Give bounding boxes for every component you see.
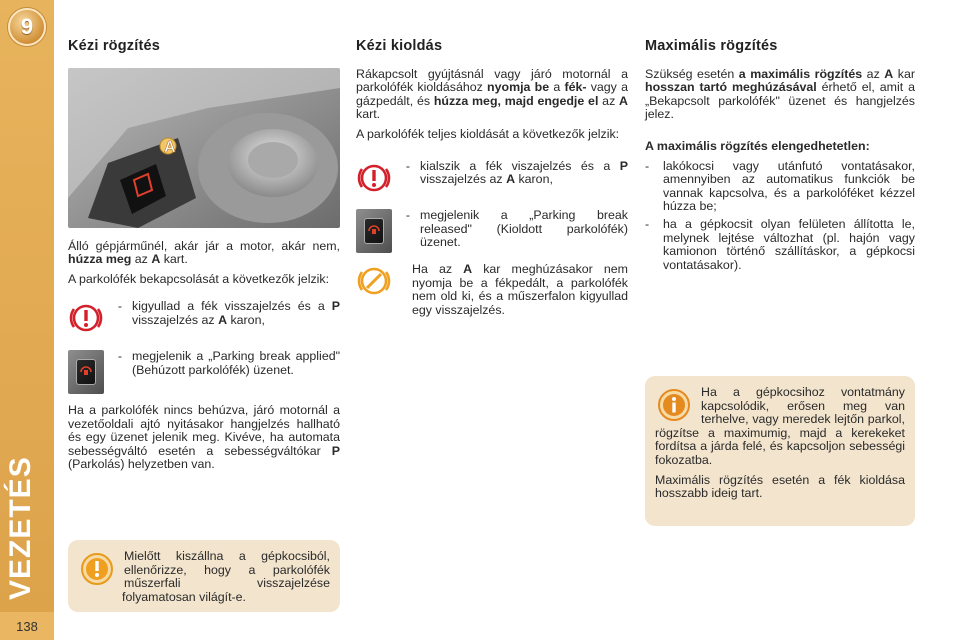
info-icon	[657, 388, 691, 422]
column-manual-release	[356, 40, 628, 328]
photo-label-a: A	[164, 138, 176, 156]
chapter-title: VEZETÉS	[4, 456, 37, 600]
paragraph: A parkolófék teljes kioldását a következők jelzik:	[356, 126, 620, 141]
note-info	[645, 376, 915, 526]
section-title-manual-apply: Kézi rögzítés	[68, 38, 161, 54]
page-number: 138	[0, 612, 54, 640]
note-text: Mielőtt kiszállna a gépkocsiból, ellenőrizze, hogy a parkolófék műszerfali visszajelzése folyamatosan világít-e.	[122, 549, 330, 604]
parking-button-icon	[356, 209, 392, 253]
list-item: - megjelenik a „Parking break released" (Kioldott parkolófék) üzenet.	[356, 209, 628, 253]
parking-button-icon	[68, 350, 104, 394]
list-item: - kigyullad a fék visszajelzés és a P visszajelzés az A karon,	[68, 300, 340, 340]
note-text: Ha a gépkocsihoz vontatmány kapcsolódik, erősen meg van terhelve, vagy meredek lejtőn parkol, rögzítse a maximumig, majd a kerekeket fordítsa a járda felé, és kapcsoljon sebességi fokozatba.	[655, 385, 905, 467]
section-title-maximum-apply: Maximális rögzítés	[645, 38, 778, 54]
chapter-number: 9	[20, 14, 34, 39]
section-title-manual-release: Kézi kioldás	[356, 38, 443, 54]
parking-brake-photo	[68, 68, 340, 228]
brake-fault-icon	[356, 263, 396, 303]
brake-warning-icon	[68, 300, 108, 340]
warning-icon	[80, 552, 114, 586]
list-item: - lakókocsi vagy utánfutó vontatásakor, amennyiben az automatikus funkciók be vannak kapcsolva, és a parkolóféket kézzel húzza be;	[645, 158, 915, 214]
column-manual-apply	[68, 40, 340, 478]
paragraph: Álló gépjárműnél, akár jár a motor, akár nem, húzza meg az A kart.	[68, 238, 340, 267]
list-item: - megjelenik a „Parking break applied" (Behúzott parkolófék) üzenet.	[68, 350, 340, 394]
paragraph: Rákapcsolt gyújtásnál vagy járó motornál a parkolófék kioldásához nyomja be a fék- vagy a gázpedált, és húzza meg, majd engedje el az A kart.	[356, 66, 628, 122]
note-text: Maximális rögzítés esetén a fék kioldása hosszabb ideig tart.	[655, 472, 905, 501]
paragraph: A parkolófék bekapcsolását a következők jelzik:	[68, 271, 330, 286]
brake-warning-icon	[356, 160, 396, 200]
note-warning	[68, 540, 340, 612]
column-maximum-apply	[645, 40, 915, 282]
paragraph: Ha a parkolófék nincs behúzva, járó motornál a vezetőoldali ajtó nyitásakor hangjelzés hallható és egy üzenet jelenik meg. Kivéve, ha automata sebességváltó esetén a sebességváltókar P (Parkolás) helyzetben van.	[68, 402, 340, 472]
list-item: Ha az A kar meghúzásakor nem nyomja be a fékpedált, a parkolófék nem old ki, és a műszerfalon kigyullad egy visszajelzés.	[356, 263, 628, 317]
subtitle: A maximális rögzítés elengedhetetlen:	[645, 138, 870, 153]
chapter-sidebar	[0, 0, 54, 640]
chapter-badge	[8, 8, 46, 46]
paragraph: Szükség esetén a maximális rögzítés az A kar hosszan tartó meghúzásával érhető el, amit a „Bekapcsolt parkolófék" üzenet és hangjelzés jelez.	[645, 66, 915, 122]
list-item: - kialszik a fék viszajelzés és a P visszajelzés az A karon,	[356, 160, 628, 200]
list-item: - ha a gépkocsit olyan felületen állította le, melynek lejtése változhat (pl. hajón vagy kamionon történő szállításkor, a gépkocsi vontatásakor).	[645, 216, 915, 272]
